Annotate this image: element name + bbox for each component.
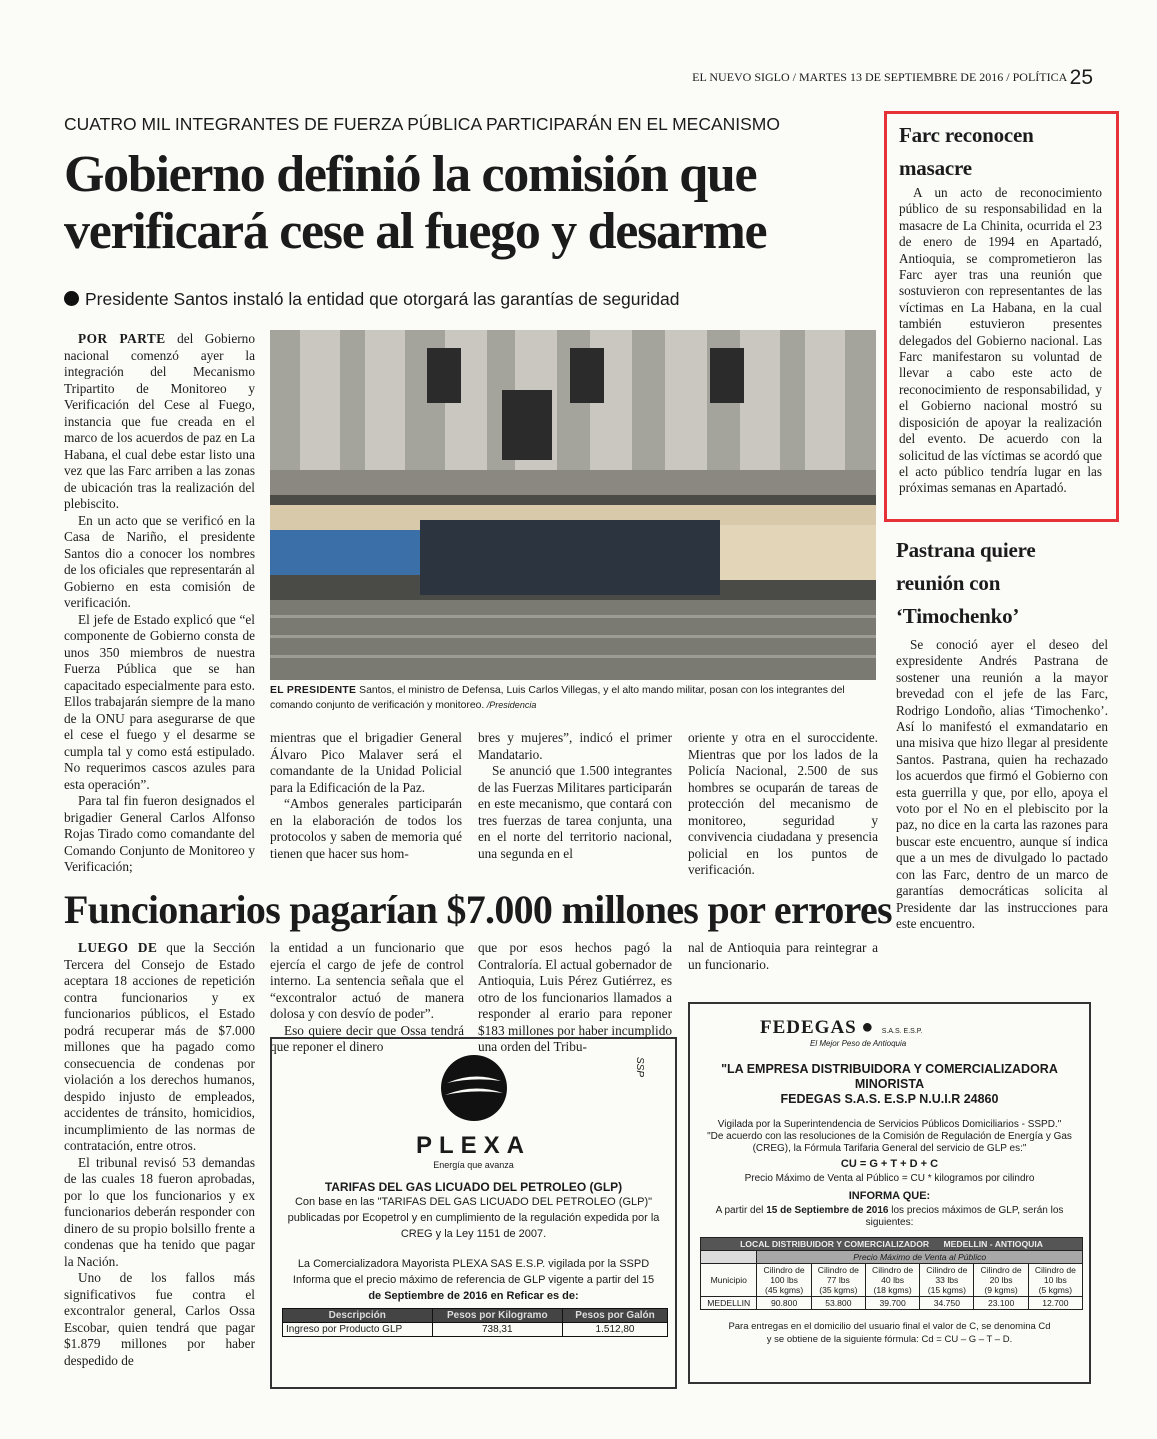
table-header: Cilindro de 10 lbs (5 kgms): [1028, 1264, 1082, 1297]
ssp-vertical-mark: SSP: [634, 1057, 645, 1078]
table-cell: MEDELLIN: [701, 1297, 757, 1310]
table-header: Municipio: [701, 1264, 757, 1297]
paragraph: la entidad a un funcionario que ejercía el cargo de jefe de control interno. La sentencia señala que el “excontralor actuó de manera dolosa y con desvío de poder”.: [270, 940, 464, 1021]
text-span: A partir del: [715, 1205, 767, 1216]
second-column-1: [64, 940, 255, 1392]
paragraph: que por esos hechos pagó la Contraloría. El actual gobernador de Antioquia, Luis Pérez Gutiérrez, es otro de los funcionarios llamados a responder al erario para reponer $183 millones por haber incumplido una orden del Tribu-: [478, 940, 672, 1054]
paragraph: Eso quiere decir que Ossa tendrá que reponer el dinero: [270, 1022, 464, 1054]
second-column-3: [478, 940, 672, 1054]
caption-lead: EL PRESIDENTE: [270, 685, 357, 696]
second-headline: Funcionarios pagarían $7.000 millones por errores: [64, 887, 892, 932]
table-header: Cilindro de 20 lbs (9 kgms): [974, 1264, 1028, 1297]
ad-text: Precio Máximo de Venta al Público = CU * kilogramos por cilindro: [744, 1173, 1035, 1184]
page-number: 25: [1069, 66, 1093, 89]
photo-caption: [270, 684, 876, 713]
table-header: Pesos por Kilogramo: [432, 1309, 563, 1323]
company-line: FEDEGAS S.A.S. E.S.P N.U.I.R 24860: [780, 1092, 999, 1106]
sidebar-headline: Pastrana quiere reunión con ‘Timochenko’: [896, 538, 1036, 628]
cylinder-price-table: [700, 1237, 1083, 1310]
paragraph: A un acto de reconocimiento público de su responsabilidad en la masacre de La Chinita, ocurrida el 23 de enero de 1994 en Apartadó, Antioquia, se comprometieron las Farc ayer tras una reunión que sostuvieron con representantes de las víctimas en La Habana, en la cual también estuvieron presentes delegados del Gobierno nacional. Las Farc manifestaron su voluntad de llevar a cabo este acto de reconocimiento de responsabilidad, y el Gobierno nacional mostró su disposición de apoyar la realización del evento. De acuerdo con la solicitud de las víctimas se acordó que el acto público tendría lugar en las próximas semanas en Apartadó.: [899, 185, 1102, 496]
sidebar-text: [896, 637, 1108, 932]
second-column-2: [270, 940, 464, 1054]
table-cell: 34.750: [920, 1297, 974, 1310]
story-deck: [64, 289, 884, 310]
table-row: [283, 1323, 668, 1337]
paragraph: Se anunció que 1.500 integrantes de las Fuerzas Militares participarán en este mecanismo, que contará con tres fuerzas de tarea conjunta, una en el norte del territorio nacional, una segunda en el: [478, 763, 672, 861]
plexa-advertisement: [270, 1037, 677, 1389]
table-cell: Ingreso por Producto GLP: [283, 1323, 433, 1337]
paragraph: “Ambos generales participarán en la elaboración de todos los protocolos y saben de memoria qué tienen que hacer sus hom-: [270, 796, 462, 861]
plexa-logo-icon: [439, 1053, 509, 1123]
sidebar-pastrana: [896, 534, 1108, 932]
folio-text: EL NUEVO SIGLO / MARTES 13 DE SEPTIEMBRE DE 2016 / POLÍTICA: [692, 69, 1067, 84]
tariff-formula: CU = G + T + D + C: [840, 1158, 939, 1170]
paragraph: del Gobierno nacional comenzó ayer la integración del Mecanismo Tripartito de Monitoreo y Verificación del Cese al Fuego, instancia que fue creada en el marco de los acuerdos de paz en La Habana, el cual debe estar listo una vez que las Farc arriben a las zonas de ubicación tras la realización del plebiscito.: [64, 331, 255, 511]
table-header: Cilindro de 77 lbs (35 kgms): [811, 1264, 865, 1297]
fedegas-advertisement: [688, 1002, 1091, 1384]
paragraph: El tribunal revisó 53 demandas de las cuales 18 fueron aprobadas, por lo que los funcionarios y ex funcionarios deberán responder con dinero de su propio bolsillo frente a condenas que ha tenido que pagar la Nación.: [64, 1154, 255, 1269]
table-title-right: MEDELLIN - ANTIOQUIA: [943, 1239, 1043, 1249]
ad-text: La Comercializadora Mayorista PLEXA SAS E.S.P. vigilada por la SSPD Informa que el precio máximo de referencia de GLP vigente a partir del 15: [292, 1258, 655, 1286]
bullet-icon: [64, 291, 79, 306]
table-header: Cilindro de 40 lbs (18 kgms): [865, 1264, 919, 1297]
ad-text: Vigilada por la Superintendencia de Servicios Públicos Domiciliarios - SSPD.": [717, 1119, 1062, 1130]
story-column-2: [270, 730, 462, 870]
table-cell: 1.512,80: [563, 1323, 668, 1337]
paragraph: que la Sección Tercera del Consejo de Estado aceptara 18 acciones de repetición contra funcionarios y ex funcionarios públicos, el Estado podrá recuperar más de $7.000 millones que ha pagado como consecuencia de condenas por violación a los derechos humanos, despido injusto de empleados, accidentes de tránsito, homicidios, incumplimiento de las normas de contratación, entre otros.: [64, 940, 255, 1153]
ad-text: "De acuerdo con las resoluciones de la Comisión de Regulación de Energía y Gas (CREG), la Fórmula Tarifaria General del servicio de GLP es:": [707, 1131, 1072, 1154]
paragraph: oriente y otra en el suroccidente. Mientras que por los lados de la Policía Nacional, 2.500 de sus hombres se ocuparán de tareas de protección del mecanismo de monitoreo, seguridad y convivencia ciudadana y presencia policial en los puntos de verificación.: [688, 730, 878, 877]
second-column-4: [688, 940, 878, 980]
effective-date: 15 de Septiembre de 2016: [766, 1205, 889, 1216]
table-title-left: LOCAL DISTRIBUIDOR Y COMERCIALIZADOR: [740, 1239, 930, 1249]
fedegas-logo: FEDEGAS: [760, 1017, 857, 1038]
sidebar-text: [899, 185, 1102, 497]
deck-text: Presidente Santos instaló la entidad que otorgará las garantías de seguridad: [85, 289, 680, 309]
paragraph: mientras que el brigadier General Álvaro Pico Malaver será el comandante de la Unidad Policial para la Edificación de la Paz.: [270, 730, 462, 795]
table-header: Cilindro de 100 lbs (45 kgms): [757, 1264, 811, 1297]
table-header: Pesos por Galón: [563, 1309, 668, 1323]
ad-text: de Septiembre de 2016 en Reficar es de:: [368, 1290, 579, 1302]
informa-heading: INFORMA QUE:: [848, 1190, 931, 1202]
table-subtitle: Precio Máximo de Venta al Público: [757, 1251, 1083, 1264]
paragraph: Se conoció ayer el deseo del expresidente Andrés Pastrana de sostener una reunión a la mayor brevedad con el jefe de las Farc, Rodrigo Londoño, alias ‘Timochenko’. Así lo manifestó el exmandatario en una misiva que hizo llegar al presidente Santos. Pastrana, quien ha rechazado los acuerdos que firmó el Gobierno con esta guerrilla y que, por ello, apoya el voto por el No en el plebiscito por la paz, no dice en la carta las razones para buscar este encuentro, aunque sí indica que a un mes de divulgado lo pactado con las Farc, dentro de un marco de garantías democráticas solicita al Presidente dar las instrucciones para este encuentro.: [896, 637, 1108, 931]
news-photo: [270, 330, 876, 680]
ad-title: TARIFAS DEL GAS LICUADO DEL PETROLEO (GLP): [324, 1180, 623, 1194]
table-title: [701, 1238, 1083, 1251]
lead-in: POR PARTE: [78, 331, 166, 346]
table-cell: 738,31: [432, 1323, 563, 1337]
group-photo-image: [270, 330, 876, 680]
footnote-line: Para entregas en el domicilio del usuario final el valor de C, se denomina Cd: [728, 1321, 1051, 1332]
company-line: "LA EMPRESA DISTRIBUIDORA Y COMERCIALIZADORA MINORISTA: [721, 1062, 1058, 1091]
story-column-3: [478, 730, 672, 870]
paragraph: En un acto que se verificó en la Casa de Nariño, el presidente Santos dio a conocer los nombres de los oficiales que representarán al Gobierno en esta comisión de verificación.: [64, 512, 255, 610]
fedegas-slogan: El Mejor Peso de Antioquia: [810, 1039, 907, 1048]
table-row: [701, 1297, 1083, 1310]
story-kicker: CUATRO MIL INTEGRANTES DE FUERZA PÚBLICA PARTICIPARÁN EN EL MECANISMO: [64, 114, 780, 134]
plexa-slogan: Energía que avanza: [433, 1160, 514, 1170]
story-headline: Gobierno definió la comisión que verificará cese al fuego y desarme: [64, 146, 767, 260]
plexa-brand: PLEXA: [415, 1132, 531, 1159]
story-column-4: [688, 730, 878, 877]
ad-footnote: [700, 1320, 1079, 1346]
ad-text: Con base en las "TARIFAS DEL GAS LICUADO DEL PETROLEO (GLP)" publicadas por Ecopetrol y en cumplimiento de la regulación expedida por la CREG y la Ley 1151 de 2007.: [287, 1196, 660, 1240]
footnote-line: y se obtiene de la siguiente fórmula: Cd = CU – G – T – D.: [766, 1334, 1013, 1345]
photo-credit: /Presidencia: [484, 700, 537, 710]
story-column-1: [64, 331, 255, 874]
table-header: Descripción: [283, 1309, 433, 1323]
table-header: Cilindro de 33 lbs (15 kgms): [920, 1264, 974, 1297]
paragraph: Uno de los fallos más significativos fue contra el excontralor general, Carlos Ossa Escobar, quien tendrá que pagar $1.879 millones por haber despedido de: [64, 1270, 255, 1368]
text-span: los precios máximos de GLP, serán los siguientes:: [865, 1205, 1064, 1228]
paragraph: Para tal fin fueron designados el brigadier General Carlos Alfonso Rojas Tirado como comandante del Comando Conjunto de Monitoreo y Verificación;: [64, 793, 255, 874]
paragraph: El jefe de Estado explicó que “el componente de Gobierno consta de unos 350 miembros de nuestra Fuerza Pública que se han capacitado especialmente para esto. Ellos trabajarán siempre de la mano de la ONU para asegurarse de que el cese el fuego y el desarme se cumpla tal y como está estipulado. No requerimos cascos azules para esta operación”.: [64, 611, 255, 792]
glp-price-table: [282, 1308, 668, 1337]
sidebar-farc-box: [884, 111, 1119, 522]
ad-text: [700, 1205, 1079, 1229]
table-cell: 39.700: [865, 1297, 919, 1310]
paragraph: bres y mujeres”, indicó el primer Mandatario.: [478, 730, 672, 762]
lead-in: LUEGO DE: [78, 940, 158, 955]
table-cell: 90.800: [757, 1297, 811, 1310]
table-cell: 23.100: [974, 1297, 1028, 1310]
fedegas-logo-sub: S.A.S. E.S.P.: [881, 1028, 923, 1035]
table-cell: 12.700: [1028, 1297, 1082, 1310]
paragraph: nal de Antioquia para reintegrar a un funcionario.: [688, 940, 878, 972]
caption-text: Santos, el ministro de Defensa, Luis Carlos Villegas, y el alto mando militar, posan con los integrantes del comando conjunto de verificación y monitoreo.: [270, 685, 845, 711]
table-cell: 53.800: [811, 1297, 865, 1310]
page-folio: [692, 66, 1093, 90]
gas-cylinder-icon: ●: [861, 1016, 874, 1038]
sidebar-headline: Farc reconocen masacre: [899, 123, 1034, 180]
